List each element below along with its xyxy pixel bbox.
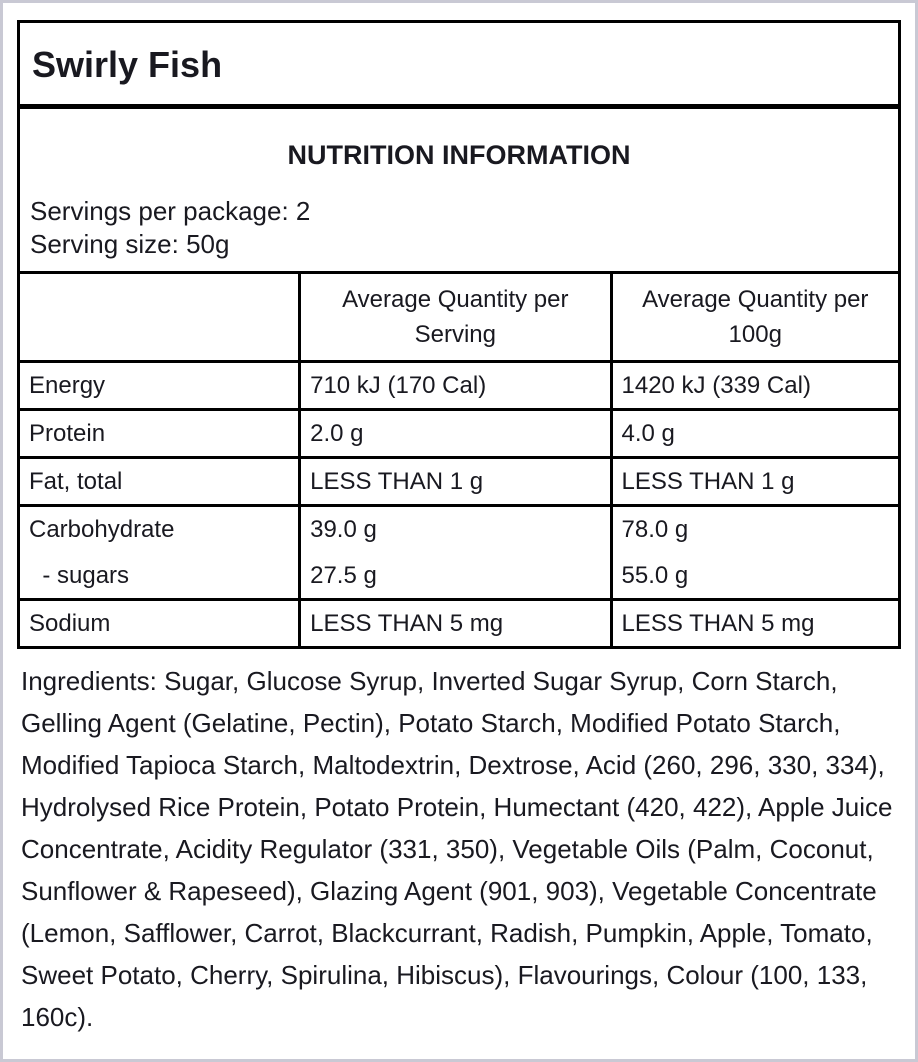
value-per-serving-cell xyxy=(300,600,611,647)
cell-text-line: Protein xyxy=(29,420,106,448)
value-per-serving-cell xyxy=(300,362,611,410)
value-per-100g-cell xyxy=(611,600,898,647)
table-header-row xyxy=(20,274,898,362)
nutrition-panel xyxy=(17,106,901,649)
table-row xyxy=(20,362,898,410)
cell-text-line: 55.0 g xyxy=(621,562,689,590)
nutrient-name-cell xyxy=(20,600,300,647)
value-per-100g-cell xyxy=(611,458,898,506)
nutrition-table xyxy=(20,274,898,646)
serving-size: Serving size: 50g xyxy=(30,229,230,260)
cell-text-line: Sodium xyxy=(29,610,111,638)
cell-text-line: LESS THAN 5 mg xyxy=(621,610,815,638)
table-row xyxy=(20,600,898,647)
ingredients-text: Ingredients: Sugar, Glucose Syrup, Inverted Sugar Syrup, Corn Starch, Gelling Agent (Gelatine, Pectin), Potato Starch, Modified Potato Starch, Modified Tapioca Starch, Maltodextrin, Dextrose, Acid (260, 296, 330, 334), Hydrolysed Rice Protein, Potato Protein, Humectant (420, 422), Apple Juice Concentrate, Acidity Regulator (331, 350), Vegetable Oils (Palm, Coconut, Sunflower & Rapeseed), Glazing Agent (901, 903), Vegetable Concentrate (Lemon, Safflower, Carrot, Blackcurrant, Radish, Pumpkin, Apple, Tomato, Sweet Potato, Cherry, Spirulina, Hibiscus), Flavourings, Colour (100, 133, 160c). xyxy=(21,666,893,1033)
column-header-per-100g: Average Quantity per 100g xyxy=(611,274,898,362)
nutrient-name-cell xyxy=(20,362,300,410)
cell-text-line: - sugars xyxy=(29,562,130,590)
cell-text-line: 710 kJ (170 Cal) xyxy=(310,372,487,400)
cell-text-line: 78.0 g xyxy=(621,516,689,544)
nutrition-table-head xyxy=(20,274,898,362)
value-per-serving-cell xyxy=(300,506,611,600)
value-per-100g-cell xyxy=(611,362,898,410)
cell-text-line: 4.0 g xyxy=(621,420,675,448)
cell-text-line: 27.5 g xyxy=(310,562,377,590)
product-title-box xyxy=(17,20,901,107)
nutrient-name-cell xyxy=(20,410,300,458)
servings-per-package: Servings per package: 2 xyxy=(30,196,311,227)
nutrient-name-cell xyxy=(20,506,300,600)
value-per-serving-cell xyxy=(300,458,611,506)
nutrition-label-page xyxy=(3,3,915,1038)
table-row xyxy=(20,458,898,506)
column-header-nutrient xyxy=(20,274,300,362)
cell-text-line: 1420 kJ (339 Cal) xyxy=(621,372,811,400)
cell-text-line: Energy xyxy=(29,372,106,400)
value-per-100g-cell xyxy=(611,410,898,458)
table-row xyxy=(20,506,898,600)
nutrition-table-body xyxy=(20,362,898,647)
column-header-per-serving: Average Quantity per Serving xyxy=(300,274,611,362)
nutrition-panel-header xyxy=(20,109,898,274)
cell-text-line: Fat, total xyxy=(29,468,123,496)
nutrient-name-cell xyxy=(20,458,300,506)
value-per-serving-cell xyxy=(300,410,611,458)
cell-text-line: 39.0 g xyxy=(310,516,377,544)
value-per-100g-cell xyxy=(611,506,898,600)
cell-text-line: 2.0 g xyxy=(310,420,364,448)
cell-text-line: Carbohydrate xyxy=(29,516,175,544)
cell-text-line: LESS THAN 1 g xyxy=(621,468,795,496)
nutrition-heading: NUTRITION INFORMATION xyxy=(287,140,631,171)
table-row xyxy=(20,410,898,458)
cell-text-line: LESS THAN 1 g xyxy=(310,468,484,496)
cell-text-line: LESS THAN 5 mg xyxy=(310,610,504,638)
product-title: Swirly Fish xyxy=(32,44,223,85)
